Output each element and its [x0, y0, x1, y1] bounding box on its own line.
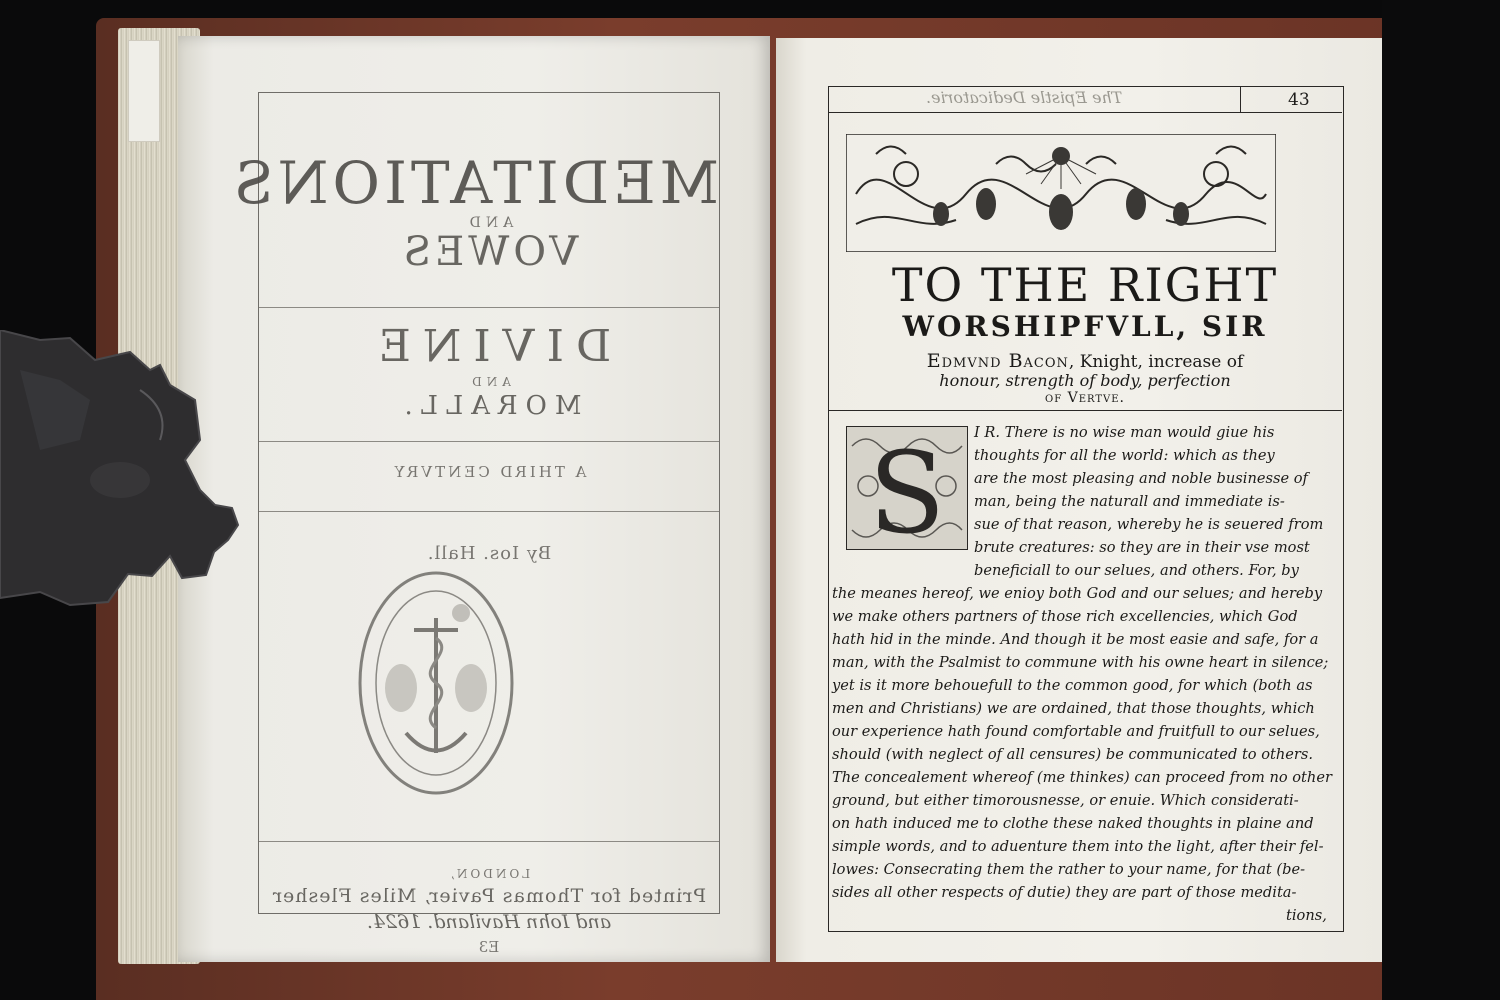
body-line: thoughts for all the world: which as they: [974, 447, 1275, 464]
body-line: simple words, and to aduenture them into the light, after their fel-: [832, 838, 1324, 855]
body-line: I R. There is no wise man would giue his: [974, 424, 1275, 441]
body-line: yet is it more behouefull to the common good, for which (both as: [832, 677, 1313, 694]
bleed-signature: E3: [478, 938, 500, 956]
bleed-printer: Printed for Thomas Pavier, Miles Flesher: [271, 885, 707, 907]
body-line: beneficiall to our selues, and others. For, by: [974, 562, 1299, 579]
bleed-morall: MORALL.: [396, 391, 582, 421]
dedication-title-line2: WORSHIPFVLL, SIR: [902, 310, 1268, 343]
dedication-name-line: [828, 350, 1342, 372]
left-rule: [259, 511, 719, 512]
left-rule: [259, 841, 719, 842]
bleed-title: MEDITATIONS: [230, 149, 719, 217]
body-rule: [828, 410, 1342, 411]
dedication-line5: of Vertve.: [1045, 390, 1125, 406]
body-line: sides all other respects of dutie) they are part of those medita-: [832, 884, 1297, 901]
dedicatee-name: Edmvnd Bacon: [926, 350, 1069, 372]
body-line: hath hid in the minde. And though it be most easie and safe, for a: [832, 631, 1319, 648]
bleed-london: LONDON,: [447, 867, 531, 881]
folio-number: 43: [1288, 90, 1310, 110]
header-rule: [828, 112, 1342, 113]
right-page: [776, 38, 1382, 962]
body-line: ground, but either timorousnesse, or enuie. Which considerati-: [832, 792, 1299, 809]
flyleaf-tab: [128, 40, 160, 142]
body-line: sue of that reason, whereby he is seuered from: [974, 516, 1324, 533]
body-line: are the most pleasing and noble businesse of: [974, 470, 1308, 487]
body-line: tions,: [1286, 907, 1327, 924]
body-line: man, being the naturall and immediate is-: [974, 493, 1285, 510]
body-line: on hath induced me to clothe these naked thoughts in plaine and: [832, 815, 1314, 832]
dedicatee-title: , Knight, increase of: [1068, 352, 1244, 372]
left-page: [178, 36, 770, 962]
bleed-and-2: AND: [467, 375, 511, 389]
body-line: we make others partners of those rich excellencies, which God: [832, 608, 1298, 625]
body-line: lowes: Consecrating them the rather to your name, for that (be-: [832, 861, 1306, 878]
body-line: men and Christians) we are ordained, that those thoughts, which: [832, 700, 1315, 717]
running-head-bleed: The Epistle Dedicatorie.: [926, 88, 1123, 107]
printer-device-seal: [356, 568, 516, 798]
bleed-century: A THIRD CENTVRY: [391, 463, 587, 481]
bleed-vowes: VOWES: [399, 229, 579, 275]
body-line: our experience hath found comfortable and fruitfull to our selues,: [832, 723, 1320, 740]
bleed-author: By Ios. Hall.: [426, 543, 552, 564]
historiated-initial: [846, 426, 968, 550]
metal-clasp: [0, 330, 240, 630]
headpiece-ornament: [846, 134, 1276, 252]
body-line: the meanes hereof, we enioy both God and our selues; and hereby: [832, 585, 1323, 602]
left-rule: [259, 307, 719, 308]
left-rule: [259, 441, 719, 442]
dedication-title-line1: TO THE RIGHT: [891, 258, 1279, 312]
bleed-and-1: AND: [464, 215, 514, 231]
dropcap-letter: S: [868, 429, 946, 550]
tabletop-background: [1382, 0, 1500, 1000]
body-line: man, with the Psalmist to commune with his owne heart in silence;: [832, 654, 1329, 671]
bleed-year: and Iohn Haviland. 1624.: [366, 911, 612, 933]
body-line: should (with neglect of all censures) be communicated to others.: [832, 746, 1314, 763]
dedication-line4: honour, strength of body, perfection: [939, 371, 1231, 390]
body-line: The concealement whereof (me thinkes) can proceed from no other: [832, 769, 1332, 786]
body-line: brute creatures: so they are in their vse most: [974, 539, 1310, 556]
bleed-divine: DIVINE: [366, 321, 612, 372]
